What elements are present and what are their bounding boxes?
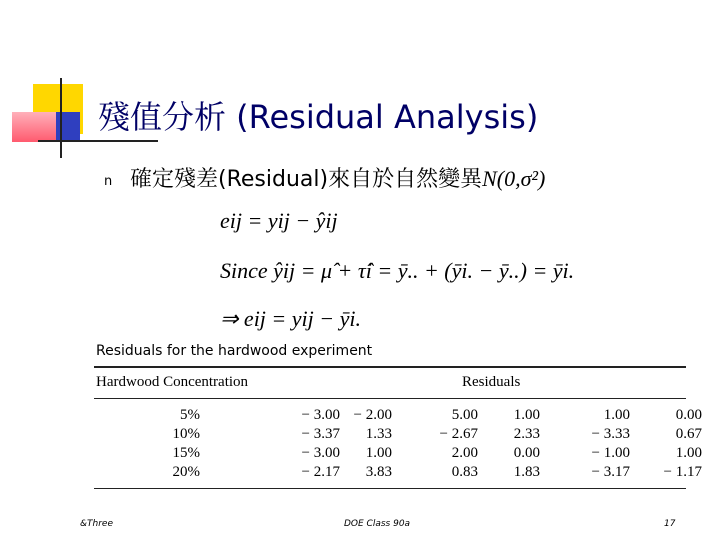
- residuals-table: [94, 406, 702, 482]
- residual-cell: − 3.00: [301, 445, 340, 461]
- residual-cell: 1.00: [675, 445, 702, 461]
- deco-horizontal-line: [38, 140, 158, 142]
- residual-cell: − 3.33: [591, 426, 630, 442]
- residual-cell: 1.00: [365, 445, 392, 461]
- bullet-label: 確定殘差(Residual)來自於自然變異: [130, 167, 483, 192]
- residual-cell: 1.00: [603, 407, 630, 423]
- residual-cell: − 3.00: [301, 407, 340, 423]
- table-row: [94, 463, 702, 482]
- equation-2: Since ŷij = μ̂ + τ̂i = ȳ.. + (ȳi. − ȳ..) = ȳi.: [220, 258, 575, 283]
- table-bottom-rule: [94, 488, 686, 489]
- footer-left: &Three: [80, 519, 113, 529]
- bullet-math: N(0,σ²): [482, 166, 546, 191]
- residual-cell: 1.00: [513, 407, 540, 423]
- bullet-text: [130, 162, 545, 193]
- residual-cell: − 3.37: [301, 426, 340, 442]
- bullet-marker: n: [104, 174, 113, 189]
- residual-cell: 5.00: [451, 407, 478, 423]
- page-title: 殘值分析 (Residual Analysis): [98, 98, 539, 136]
- residual-cell: − 2.00: [353, 407, 392, 423]
- residual-cell: 0.67: [675, 426, 702, 442]
- table-header-rule: [94, 398, 686, 399]
- residual-cell: 0.00: [675, 407, 702, 423]
- residual-cell: 0.83: [451, 464, 478, 480]
- residual-cell: − 2.67: [439, 426, 478, 442]
- row-label: 5%: [180, 407, 200, 423]
- row-label: 15%: [172, 445, 200, 461]
- residual-cell: 3.83: [365, 464, 392, 480]
- row-label: 20%: [172, 464, 200, 480]
- page-number: 17: [664, 519, 676, 529]
- table-row: [94, 425, 702, 444]
- header-hardwood-concentration: Hardwood Concentration: [96, 374, 249, 390]
- equation-1: eij = yij − ŷij: [220, 208, 338, 233]
- footer-center: DOE Class 90a: [344, 519, 411, 529]
- table-top-rule: [94, 366, 686, 368]
- residual-cell: 2.33: [513, 426, 540, 442]
- residual-cell: 1.83: [513, 464, 540, 480]
- deco-red-square: [12, 112, 56, 142]
- header-residuals: Residuals: [462, 374, 521, 390]
- table-caption: Residuals for the hardwood experiment: [96, 343, 373, 359]
- row-label: 10%: [172, 426, 200, 442]
- residual-cell: − 1.17: [663, 464, 702, 480]
- equation-3: ⇒ eij = yij − ȳi.: [220, 306, 361, 331]
- table-row: [94, 406, 702, 425]
- residual-cell: − 2.17: [301, 464, 340, 480]
- deco-vertical-line: [60, 78, 62, 158]
- residual-cell: 0.00: [513, 445, 540, 461]
- table-row: [94, 444, 702, 463]
- residual-cell: 2.00: [451, 445, 478, 461]
- residual-cell: 1.33: [365, 426, 392, 442]
- residual-cell: − 1.00: [591, 445, 630, 461]
- residual-cell: − 3.17: [591, 464, 630, 480]
